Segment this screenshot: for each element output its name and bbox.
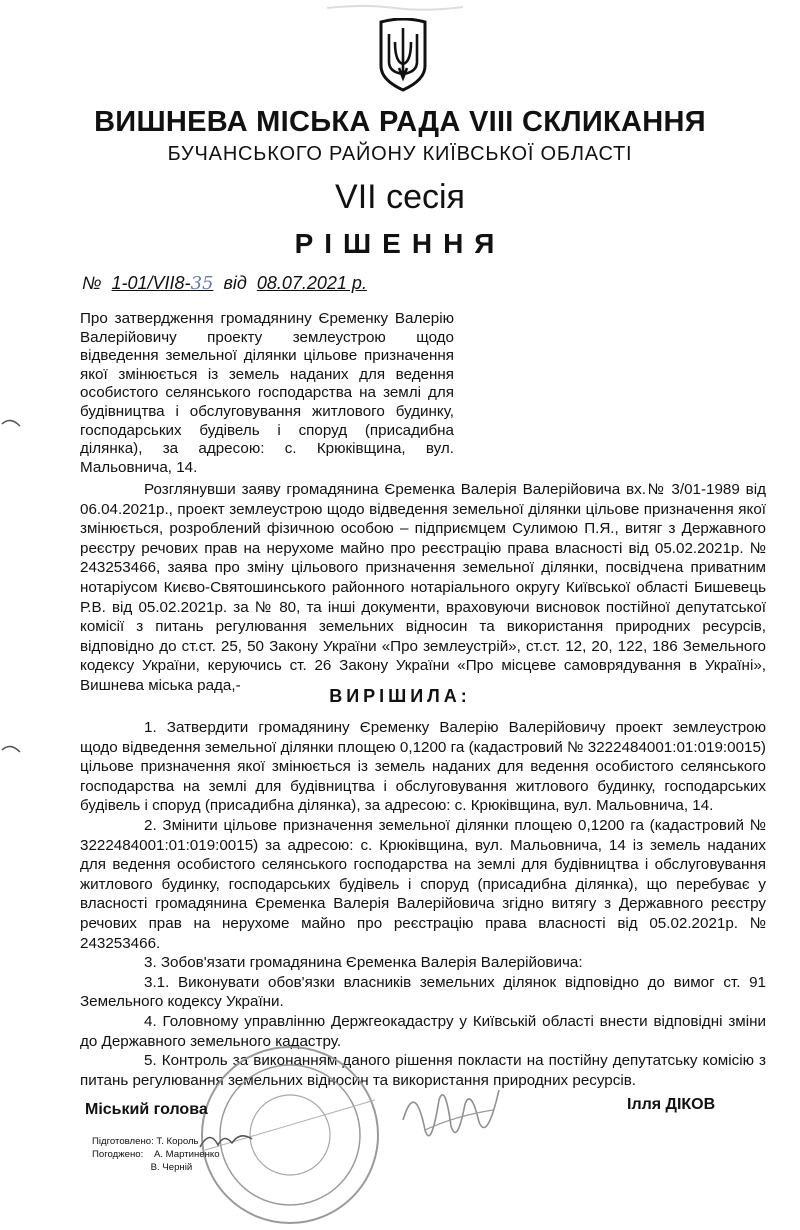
decision-item: 5. Контроль за виконанням даного рішення покласти на постійну депутатську комісію з питань регулювання земельних відносин та використання природних ресурсів. [80,1052,766,1089]
date-preposition: від [223,273,247,293]
decision-item: 4. Головному управлінню Держгеокадастру у Київській області внести відповідні зміни до Державного земельного кадастру. [80,1012,766,1050]
agreed-line: Погоджено: А. Мартиненко [92,1149,220,1160]
mayor-name: Ілля ДІКОВ [627,1096,716,1113]
mayor-signature [395,1070,505,1160]
trident-emblem-icon [378,18,428,92]
decision-item: 1. Затвердити громадянину Єременку Валерію Валерійовичу проект землеустрою щодо відведення земельної ділянки площею 0,1200 га (кадастровий № 3222484001:01:019:0015) цільове призначення якої змінюється із земель наданих для ведення особистого селянського господарства на землі для будівництва і обслуговування житлового будинку, господарських будівель і споруд (присадибна ділянка), за адресою: с. Крюківщина, вул. Мальовнича, 14. [80,719,766,815]
preamble-text: Розглянувши заяву громадянина Єременка Валерія Валерійовича вх.№ 3/01-1989 від 06.04.2021р., проект землеустрою щодо відведення земельної ділянки цільове призначення якої змінюється, розроблений фізичною особою – підприємцем Сулимою П.Я., витяг з Державного реєстру речових прав на нерухоме майно про реєстрацію права власності від 05.02.2021р. № 243253466, заява про зміну цільового призначення земельної ділянки, посвідчена приватним нотаріусом Києво-Святошинського районного нотаріального округу Київської області Бишевець Р.В. від 05.02.2021р. за № 80, та інші документи, враховуючи висновок постійної депутатської комісії з питань регулювання земельних відносин та використання природних ресурсів, відповідно до ст.ст. 25, 50 Закону України «Про землеустрій», ст.ст. 12, 20, 122, 186 Земельного кодексу України, керуючись ст. 26 Закону України «Про місцеве самоврядування в Україні», Вишнева міська рада,- [80,481,766,694]
decision-date: 08.07.2021 р. [256,273,367,293]
session-title: VII сесія [335,178,465,216]
decision-subject: Про затвердження громадянину Єременку Валерію Валерійовичу проекту землеустрою щодо відведення земельної ділянки цільове призначення якої змінюється із земель наданих для ведення особистого селянського господарства на землі для будівництва і обслуговування житлового будинку, господарських будівель і споруд (присадибна ділянка), за адресою: с. Крюківщина, вул. Мальовнича, 14. [80,310,454,476]
decision-item: 3. Зобов'язати громадянина Єременка Валерія Валерійовича: [144,954,583,972]
number-sign: № [82,273,102,293]
decision-number-line [82,273,367,294]
prepared-line: Підготовлено: Т. Король [92,1136,199,1147]
decision-item: 3.1. Виконувати обов'язки власників земельних ділянок відповідно до вимог ст. 91 Земельного кодексу України. [80,973,766,1011]
punch-hole-mark [0,414,22,436]
resolved-heading: ВИРІШИЛА: [329,686,471,706]
mayor-title: Міський голова [85,1101,208,1118]
decision-item: 2. Змінити цільове призначення земельної ділянки площею 0,1200 га (кадастровий № 3222484001:01:019:0015) за адресою: с. Крюківщина, вул. Мальовнича, 14 із земель наданих для ведення особистого селянського господарства на землі для будівництва і обслуговування житлового будинку, господарських будівель і споруд (присадибна ділянка), що перебуває у власності громадянина Єременка Валерія Валерійовича згідно витягу з Державного реєстру речових прав на нерухоме майно про реєстрацію права власності від 05.02.2021р. № 243253466. [80,816,766,952]
decision-code: 1-01/VII8-35 [111,273,214,294]
faint-top-mark [325,2,465,12]
district-subtitle: БУЧАНСЬКОГО РАЙОНУ КИЇВСЬКОЇ ОБЛАСТІ [167,143,633,165]
agreed-line: В. Черній [92,1162,193,1173]
prepared-by-block [92,1135,220,1174]
preamble-paragraph [80,480,766,696]
council-title: ВИШНЕВА МІСЬКА РАДА VIII СКЛИКАННЯ [94,106,706,138]
decision-items [80,718,766,1090]
punch-hole-mark [0,740,22,762]
decision-heading: РІШЕННЯ [294,228,506,259]
